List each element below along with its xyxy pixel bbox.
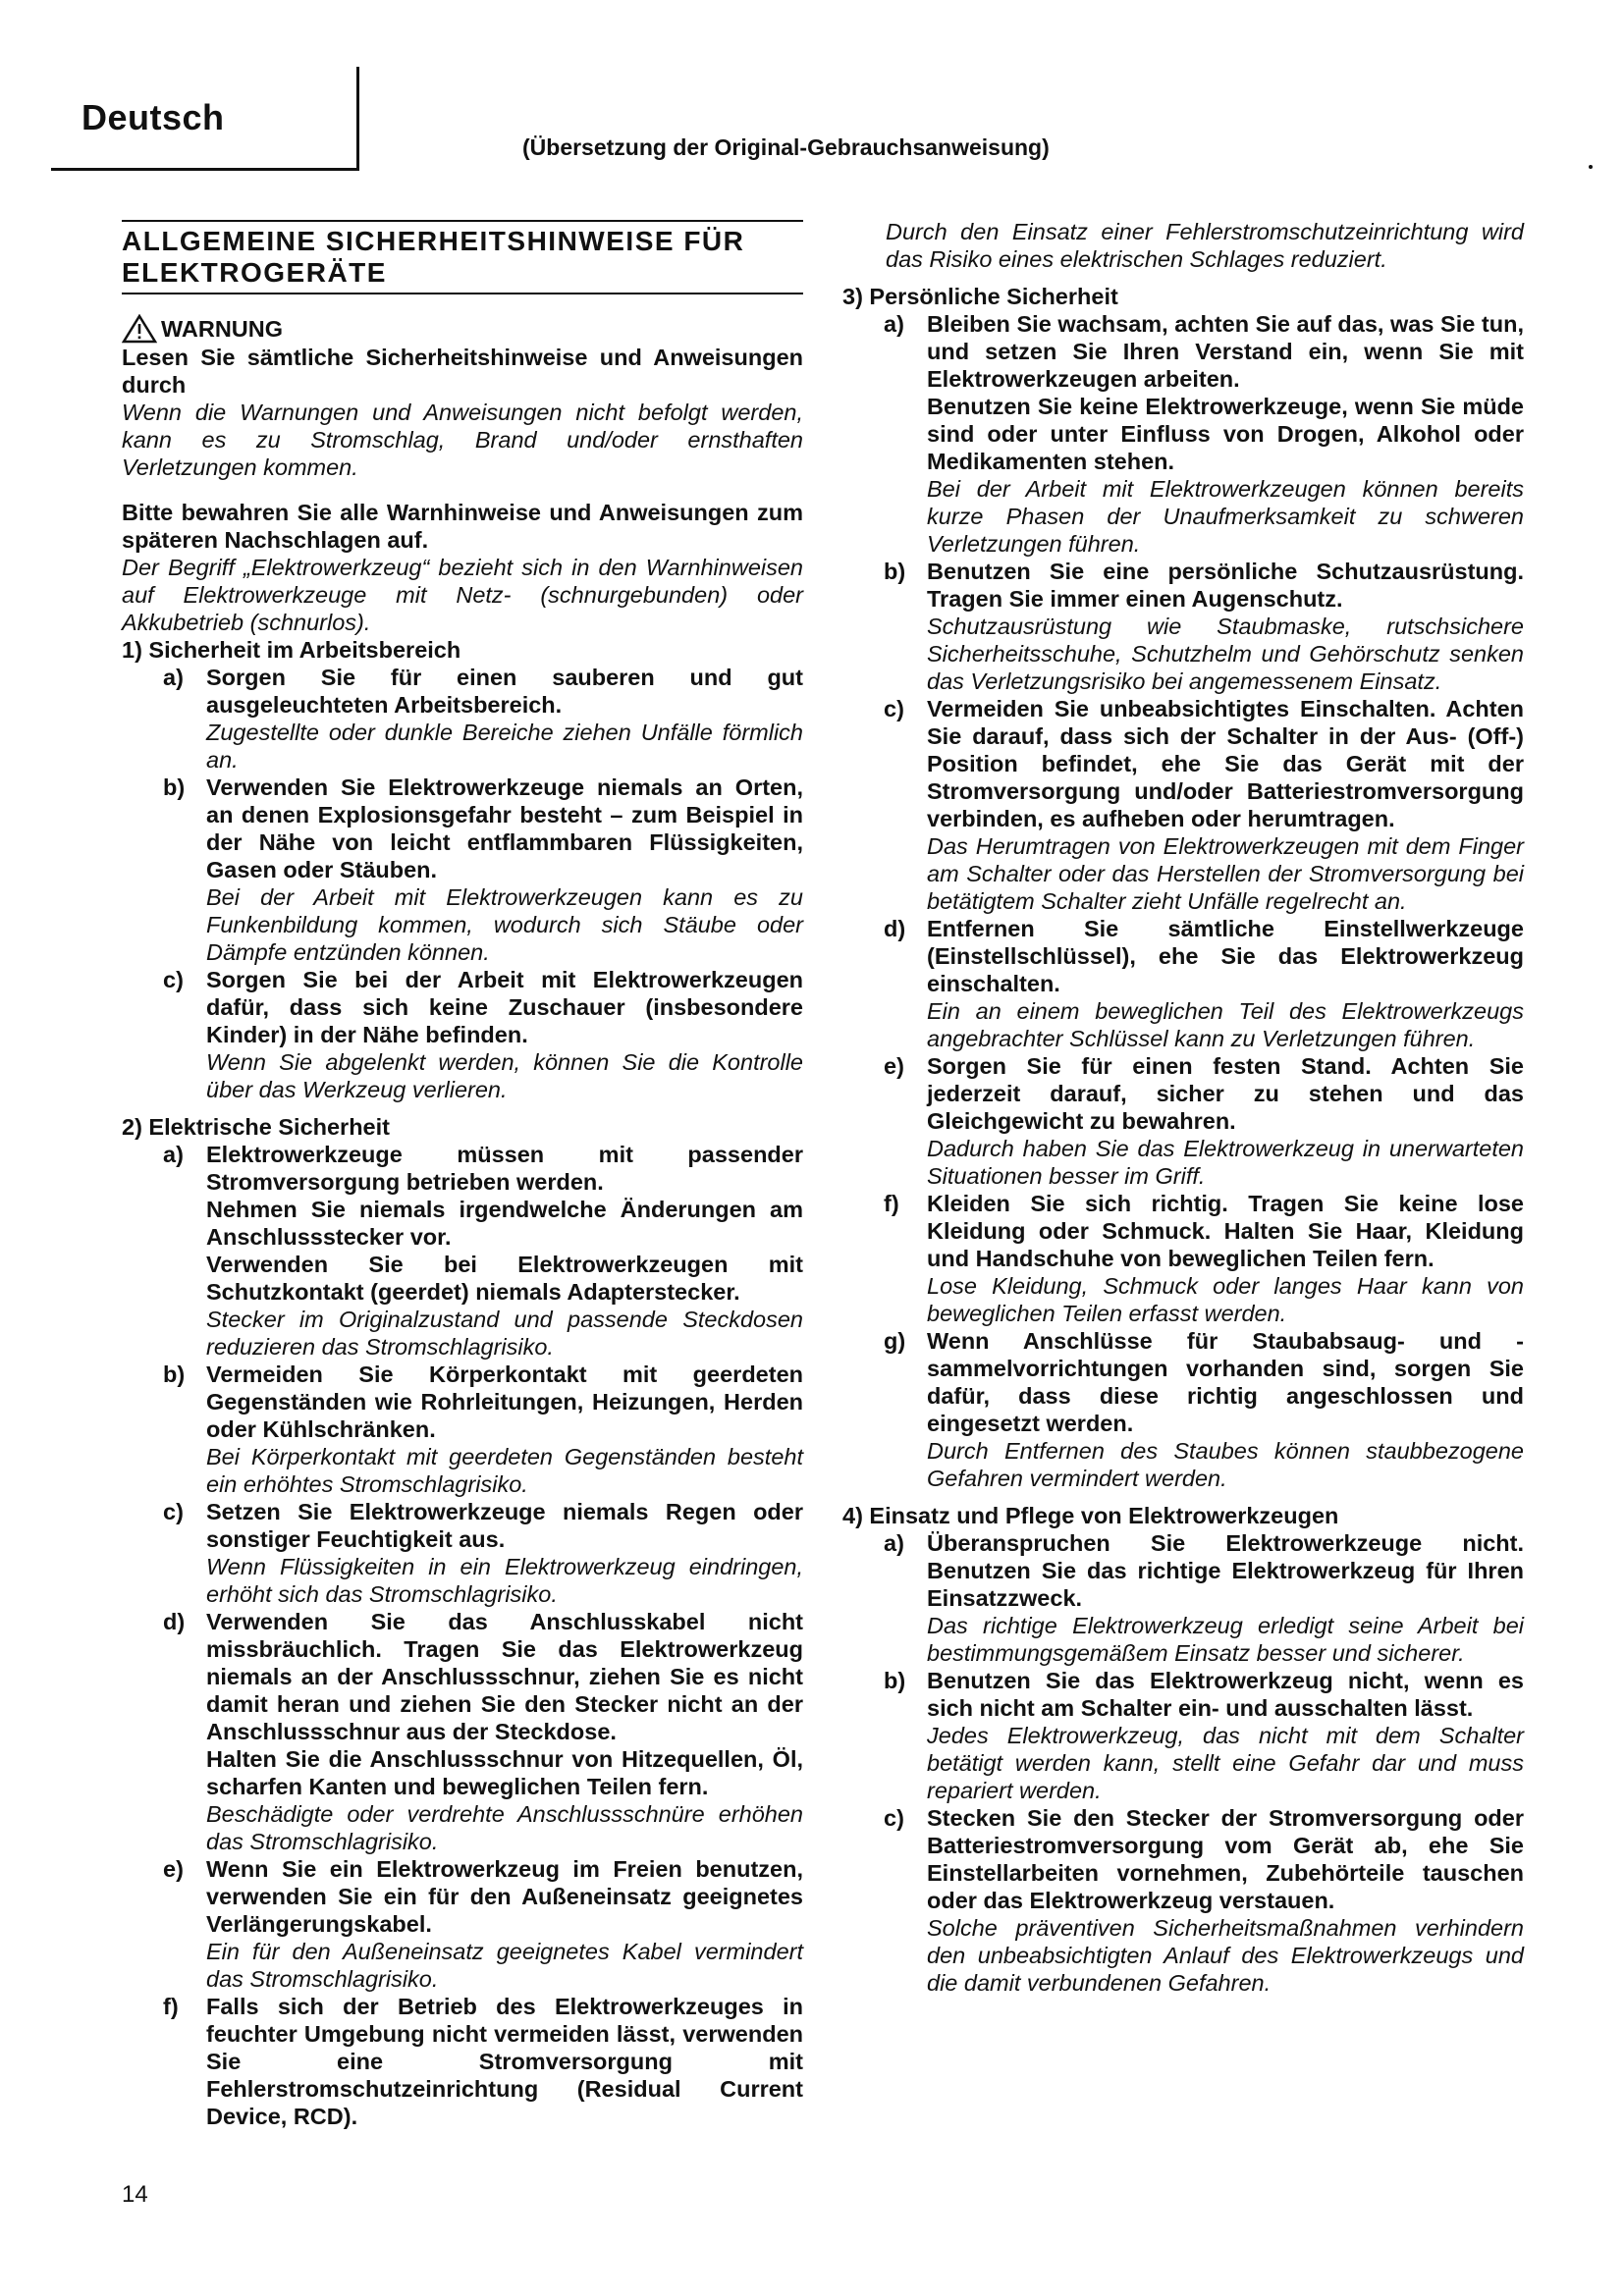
list-item: b) Benutzen Sie eine persönliche Schutzausrüstung. Tragen Sie immer einen Augenschutz. Schutzausrüstung wie Staubmaske, rutschsichere Sicherheitsschuhe, Schutzhelm und Gehörschutz senken das Verletzungsrisiko bei angemessenem Einsatz. bbox=[884, 559, 1524, 694]
list-item: f) Kleiden Sie sich richtig. Tragen Sie keine lose Kleidung oder Schmuck. Halten Sie Haar, Kleidung und Handschuhe von beweglichen Teilen fern. Lose Kleidung, Schmuck oder langes Haar kann von beweglichen Teilen erfasst werden. bbox=[884, 1191, 1524, 1326]
page-dot bbox=[1589, 165, 1593, 169]
warning-triangle-icon bbox=[122, 314, 157, 344]
left-column bbox=[122, 220, 803, 2130]
language-tab: Deutsch bbox=[81, 97, 225, 137]
section-2-title: 2) Elektrische Sicherheit bbox=[122, 1114, 390, 1140]
list-item: b) Vermeiden Sie Körperkontakt mit geerdeten Gegenständen wie Rohrleitungen, Heizungen, Herden oder Kühlschränken. Bei Körperkontakt mit geerdeten Gegenständen besteht ein erhöhtes Stromschlagrisiko. bbox=[163, 1362, 803, 1497]
section-1-title: 1) Sicherheit im Arbeitsbereich bbox=[122, 637, 461, 663]
list-item: d) Entfernen Sie sämtliche Einstellwerkzeuge (Einstellschlüssel), ehe Sie das Elektrowerkzeug einschalten. Ein an einem beweglichen Teil des Elektrowerkzeugs angebrachter Schlüssel kann zu Verletzungen führen. bbox=[884, 916, 1524, 1051]
list-item: a) Sorgen Sie für einen sauberen und gut ausgeleuchteten Arbeitsbereich. Zugestellte oder dunkle Bereiche ziehen Unfälle förmlich an. bbox=[163, 665, 803, 773]
list-item: a) Bleiben Sie wachsam, achten Sie auf das, was Sie tun, und setzen Sie Ihren Verstand ein, wenn Sie mit Elektrowerkzeugen arbeiten. Benutzen Sie keine Elektrowerkzeuge, wenn Sie müde sind oder unter Einfluss von Drogen, Alkohol oder Medikamenten stehen. Bei der Arbeit mit Elektrowerkzeugen können bereits kurze Phasen der Unaufmerksamkeit zu schweren Verletzungen führen. bbox=[884, 311, 1524, 557]
list-item: f) Falls sich der Betrieb des Elektrowerkzeuges in feuchter Umgebung nicht vermeiden lässt, verwenden Sie eine Stromversorgung mit Fehlerstromschutzeinrichtung (Residual Current Device, RCD). bbox=[163, 1994, 803, 2129]
warning-italic-text: Wenn die Warnungen und Anweisungen nicht befolgt werden, kann es zu Stromschlag, Brand und/oder ernsthaften Verletzungen kommen. bbox=[122, 400, 803, 480]
warning-heading bbox=[122, 314, 803, 344]
list-item: e) Wenn Sie ein Elektrowerkzeug im Freien benutzen, verwenden Sie ein für den Außeneinsatz geeignetes Verlängerungskabel. Ein für den Außeneinsatz geeignetes Kabel vermindert das Stromschlagrisiko. bbox=[163, 1856, 803, 1992]
list-item: a) Elektrowerkzeuge müssen mit passender Stromversorgung betrieben werden. Nehmen Sie niemals irgendwelche Änderungen am Anschlussstecker vor. Verwenden Sie bei Elektrowerkzeugen mit Schutzkontakt (geerdet) niemals Adapterstecker. Stecker im Originalzustand und passende Steckdosen reduzieren das Stromschlagrisiko. bbox=[163, 1142, 803, 1360]
list-item: c) Vermeiden Sie unbeabsichtigtes Einschalten. Achten Sie darauf, dass sich der Schalter in der Aus- (Off-) Position befindet, ehe Sie das Gerät mit der Stromversorgung und/oder Batteriestromversorgung verbinden, es aufheben oder herumtragen. Das Herumtragen von Elektrowerkzeugen mit dem Finger am Schalter oder das Herstellen der Stromversorgung bei betätigtem Schalter zieht Unfälle regelrecht an. bbox=[884, 696, 1524, 914]
section-4-title: 4) Einsatz und Pflege von Elektrowerkzeugen bbox=[842, 1503, 1339, 1528]
power-tool-definition: Der Begriff „Elektrowerkzeug“ bezieht sich in den Warnhinweisen auf Elektrowerkzeuge mit Netz- (schnurgebunden) oder Akkubetrieb (schnurlos). bbox=[122, 555, 803, 635]
list-item: a) Überanspruchen Sie Elektrowerkzeuge nicht. Benutzen Sie das richtige Elektrowerkzeug für Ihren Einsatzzweck. Das richtige Elektrowerkzeug erledigt seine Arbeit bei bestimmungsgemäßem Einsatz besser und sicherer. bbox=[884, 1530, 1524, 1666]
list-item: c) Sorgen Sie bei der Arbeit mit Elektrowerkzeugen dafür, dass sich keine Zuschauer (insbesondere Kinder) in der Nähe befinden. Wenn Sie abgelenkt werden, können Sie die Kontrolle über das Werkzeug verlieren. bbox=[163, 967, 803, 1102]
list-item: e) Sorgen Sie für einen festen Stand. Achten Sie jederzeit darauf, sicher zu stehen und das Gleichgewicht zu bewahren. Dadurch haben Sie das Elektrowerkzeug in unerwarteten Situationen besser im Griff. bbox=[884, 1053, 1524, 1189]
list-item: g) Wenn Anschlüsse für Staubabsaug- und -sammelvorrichtungen vorhanden sind, sorgen Sie dafür, dass diese richtig angeschlossen und eingesetzt werden. Durch Entfernen des Staubes können staubbezogene Gefahren vermindert werden. bbox=[884, 1328, 1524, 1491]
list-item: b) Benutzen Sie das Elektrowerkzeug nicht, wenn es sich nicht am Schalter ein- und ausschalten lässt. Jedes Elektrowerkzeug, das nicht mit dem Schalter betätigt werden kann, stellt eine Gefahr dar und muss repariert werden. bbox=[884, 1668, 1524, 1803]
list-item: d) Verwenden Sie das Anschlusskabel nicht missbräuchlich. Tragen Sie das Elektrowerkzeug niemals an der Anschlussschnur, ziehen Sie es nicht damit heran und ziehen Sie den Stecker nicht an der Anschlussschnur aus der Steckdose. Halten Sie die Anschlussschnur von Hitzequellen, Öl, scharfen Kanten und beweglichen Teilen fern. Beschädigte oder verdrehte Anschlussschnüre erhöhen das Stromschlagrisiko. bbox=[163, 1609, 803, 1854]
warning-bold-text: Lesen Sie sämtliche Sicherheitshinweise und Anweisungen durch bbox=[122, 345, 803, 398]
keep-instructions-text: Bitte bewahren Sie alle Warnhinweise und Anweisungen zum späteren Nachschlagen auf. bbox=[122, 500, 803, 553]
right-column bbox=[842, 218, 1524, 1997]
list-item: b) Verwenden Sie Elektrowerkzeuge niemals an Orten, an denen Explosionsgefahr besteht – zum Beispiel in der Nähe von leicht entflammbaren Flüssigkeiten, Gasen oder Stäuben. Bei der Arbeit mit Elektrowerkzeugen kann es zu Funkenbildung kommen, wodurch sich Stäube oder Dämpfe entzünden können. bbox=[163, 774, 803, 965]
list-item: c) Setzen Sie Elektrowerkzeuge niemals Regen oder sonstiger Feuchtigkeit aus. Wenn Flüssigkeiten in ein Elektrowerkzeug eindringen, erhöht sich das Stromschlagrisiko. bbox=[163, 1499, 803, 1607]
rcd-italic-text: Durch den Einsatz einer Fehlerstromschutzeinrichtung wird das Risiko eines elektrischen Schlages reduziert. bbox=[886, 219, 1524, 272]
page-number: 14 bbox=[122, 2181, 148, 2208]
list-item: c) Stecken Sie den Stecker der Stromversorgung oder Batteriestromversorgung vom Gerät ab, ehe Sie Einstellarbeiten vornehmen, Zubehörteile tauschen oder das Elektrowerkzeug verstauen. Solche präventiven Sicherheitsmaßnahmen verhindern den unbeabsichtigten Anlauf des Elektrowerkzeugs und die damit verbundenen Gefahren. bbox=[884, 1805, 1524, 1996]
document-subtitle: (Übersetzung der Original-Gebrauchsanweisung) bbox=[522, 134, 1050, 160]
section-3-title: 3) Persönliche Sicherheit bbox=[842, 284, 1118, 309]
section-title: ALLGEMEINE SICHERHEITSHINWEISE FÜR ELEKTROGERÄTE bbox=[122, 220, 803, 294]
warning-label: WARNUNG bbox=[161, 316, 284, 342]
